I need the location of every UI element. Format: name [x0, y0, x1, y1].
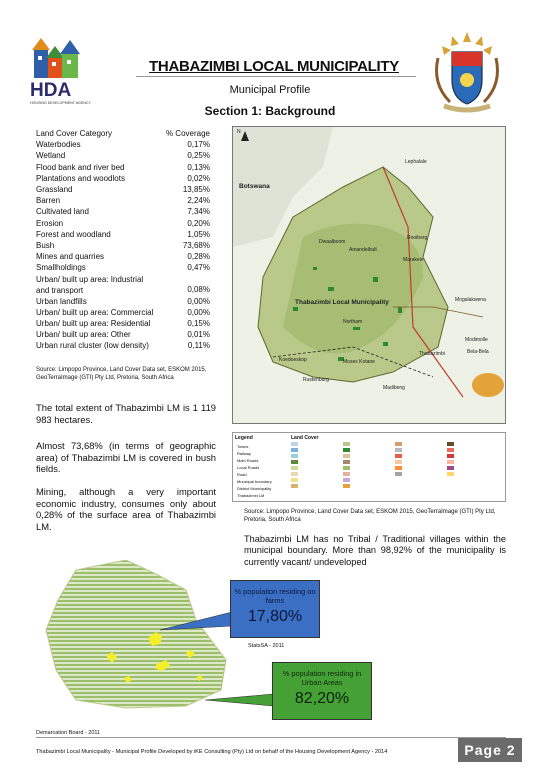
- land-cover-row: [36, 329, 210, 340]
- hda-logo: [26, 30, 116, 108]
- lc-coverage: 0,28%: [187, 252, 210, 262]
- map-label-bela-bela: Bela-Bela: [467, 349, 489, 355]
- land-cover-header: [36, 128, 210, 139]
- land-cover-row: [36, 139, 210, 150]
- land-cover-row: [36, 240, 210, 251]
- lc-category: Plantations and woodlots: [36, 173, 125, 183]
- lc-category: Urban/ built up area: Other: [36, 330, 131, 340]
- lc-category: Wetland: [36, 151, 66, 161]
- land-cover-row: [36, 229, 210, 240]
- legend-item: District Municipality: [237, 486, 272, 491]
- land-cover-row: [36, 150, 210, 161]
- map-label-moses-kotane: Moses Kotane: [343, 359, 375, 365]
- map-label-thabazimbi: Thabazimbi: [419, 351, 445, 357]
- municipal-crest: [422, 28, 512, 116]
- legend-item: Road: [237, 472, 247, 477]
- legend-item: Local Roads: [237, 465, 260, 470]
- callout-farms-value: 17,80%: [247, 608, 303, 625]
- lc-category: Waterbodies: [36, 140, 81, 150]
- legend-title: Legend: [235, 435, 253, 441]
- lc-coverage: 0,25%: [187, 151, 210, 161]
- land-cover-row: [36, 307, 210, 318]
- text-extent: The total extent of Thabazimbi LM is 1 119 983 hectares.: [36, 402, 216, 425]
- municipality-map: [232, 126, 506, 424]
- lc-coverage: 0,17%: [187, 140, 210, 150]
- title-rule: [136, 76, 416, 77]
- callout-urban-value: 82,20%: [294, 690, 350, 707]
- text-bush: Almost 73,68% (in terms of geographic area) of Thabazimbi LM is covered in bush fields.: [36, 440, 216, 475]
- page-subtitle: Municipal Profile: [229, 84, 311, 96]
- col-coverage-header: % Coverage: [165, 129, 210, 138]
- footer-rule: [36, 737, 506, 738]
- lc-coverage: 0,08%: [187, 285, 210, 295]
- lc-category: Grassland: [36, 185, 73, 195]
- lc-category: Urban rural cluster (low density): [36, 341, 149, 351]
- page-title: THABAZIMBI LOCAL MUNICIPALITY: [149, 58, 399, 75]
- legend-swatches: [291, 442, 501, 500]
- map-label-madibeng: Madibeng: [383, 385, 405, 391]
- land-cover-row: [36, 173, 210, 184]
- land-cover-table: [36, 128, 210, 352]
- lc-coverage: 0,00%: [187, 296, 210, 306]
- lc-category: Smallholdings: [36, 263, 86, 273]
- land-cover-row: [36, 206, 210, 217]
- land-cover-row: [36, 184, 210, 195]
- map-label-northam: Northam: [343, 319, 363, 325]
- lc-coverage: 0,15%: [187, 319, 210, 329]
- lc-coverage: 0,47%: [187, 263, 210, 273]
- land-cover-row: [36, 274, 210, 296]
- lc-coverage: 1,05%: [187, 229, 210, 239]
- text-villages: Thabazimbi LM has no Tribal / Traditional villages within the municipal boundary. More than 98,92% of the municipality is currently vacant/ undeveloped: [244, 534, 506, 567]
- callout-urban-source: Demarcation Board - 2011: [36, 730, 101, 736]
- lc-category: Urban/ built up area: Residential: [36, 319, 151, 329]
- callout-farms-label: % population residing on farms: [234, 587, 316, 605]
- lc-coverage: 0,02%: [187, 173, 210, 183]
- land-cover-row: [36, 162, 210, 173]
- callout-farms: [230, 580, 320, 638]
- legend-land-cover-title: Land Cover: [291, 435, 319, 441]
- callout-urban-label: % population residing in Urban Areas: [282, 669, 362, 687]
- land-cover-row: [36, 195, 210, 206]
- land-cover-row: [36, 262, 210, 273]
- text-mining: Mining, although a very important economic industry, consumes only about 0,28% of the surface area of Thabazimbi LM.: [36, 486, 216, 532]
- lc-category: Urban/ built up area: Industrial and transport: [36, 274, 144, 295]
- lc-coverage: 0,00%: [187, 307, 210, 317]
- callout-farms-source: StatsSA - 2011: [248, 643, 285, 649]
- land-cover-row: [36, 318, 210, 329]
- land-cover-source: Source: Limpopo Province, Land Cover Data set, ESKOM 2015, GeoTerraImage (GTI) Pty Ltd, Pretoria, South Africa: [36, 367, 207, 381]
- map-label-modimolle: Modimolle: [465, 337, 488, 343]
- lc-category: Bush: [36, 241, 55, 251]
- lc-category: Mines and quarries: [36, 252, 105, 262]
- lc-category: Forest and woodland: [36, 229, 111, 239]
- legend-item: Railway: [237, 451, 252, 456]
- hda-logo-tagline: HOUSING DEVELOPMENT AGENCY: [30, 101, 91, 105]
- lc-category: Cultivated land: [36, 207, 89, 217]
- map-north-arrow: N: [237, 129, 241, 135]
- legend-item: Main Roads: [237, 458, 259, 463]
- lc-coverage: 13,85%: [182, 185, 210, 195]
- map-label-municipality: Thabazimbi Local Municipality: [295, 299, 389, 306]
- map-label-botswana: Botswana: [239, 183, 270, 190]
- map-label-amandelbult: Amandelbult: [349, 247, 377, 253]
- lc-category: Urban/ built up area: Commercial: [36, 307, 154, 317]
- urban-areas-map: [36, 560, 236, 710]
- lc-category: Erosion: [36, 218, 64, 228]
- lc-coverage: 0,11%: [187, 341, 210, 351]
- legend-item: Towns: [237, 444, 249, 449]
- section-heading: Section 1: Background: [204, 104, 336, 118]
- map-source: Source: Limpopo Province, Land Cover Data set, ESKOM 2015, GeoTerraImage (GTI) Pty Ltd, Pretoria, South Africa: [244, 509, 496, 523]
- land-cover-row: [36, 296, 210, 307]
- lc-category: Barren: [36, 196, 61, 206]
- legend-item: Municipal boundary: [237, 479, 272, 484]
- land-cover-row: [36, 251, 210, 262]
- land-cover-row: [36, 218, 210, 229]
- col-category-header: Land Cover Category: [36, 129, 113, 138]
- map-label-lephalale: Lephalale: [405, 159, 427, 165]
- lc-category: Flood bank and river bed: [36, 162, 125, 172]
- hda-logo-text: HDA: [30, 80, 72, 101]
- page-number-badge: Page 2: [458, 738, 522, 762]
- lc-coverage: 0,01%: [187, 330, 210, 340]
- footer-text: Thabazimbi Local Municipality - Municipal Profile Developed by iKE Consulting (Pty) Ltd on behalf of the Housing Development Agency - 2014: [36, 749, 388, 755]
- map-label-marakele: Marakele: [403, 257, 424, 263]
- map-label-rustenburg: Rustenburg: [303, 377, 329, 383]
- lc-coverage: 7,34%: [187, 207, 210, 217]
- legend-item: Thabazimbi LM: [237, 493, 265, 498]
- lc-coverage: 0,13%: [187, 162, 210, 172]
- callout-urban: [272, 662, 372, 720]
- lc-coverage: 2,24%: [187, 196, 210, 206]
- map-label-dwaalboom: Dwaalboom: [319, 239, 346, 245]
- lc-coverage: 0,20%: [187, 218, 210, 228]
- map-label-koedoeskop: Koedoeskop: [279, 357, 307, 363]
- lc-category: Urban landfills: [36, 296, 87, 306]
- lc-coverage: 73,68%: [182, 241, 210, 251]
- map-label-mogalakwena: Mogalakwena: [455, 297, 486, 303]
- land-cover-row: [36, 340, 210, 351]
- map-label-rooiberg: Rooiberg: [407, 235, 428, 241]
- map-legend: [232, 432, 506, 502]
